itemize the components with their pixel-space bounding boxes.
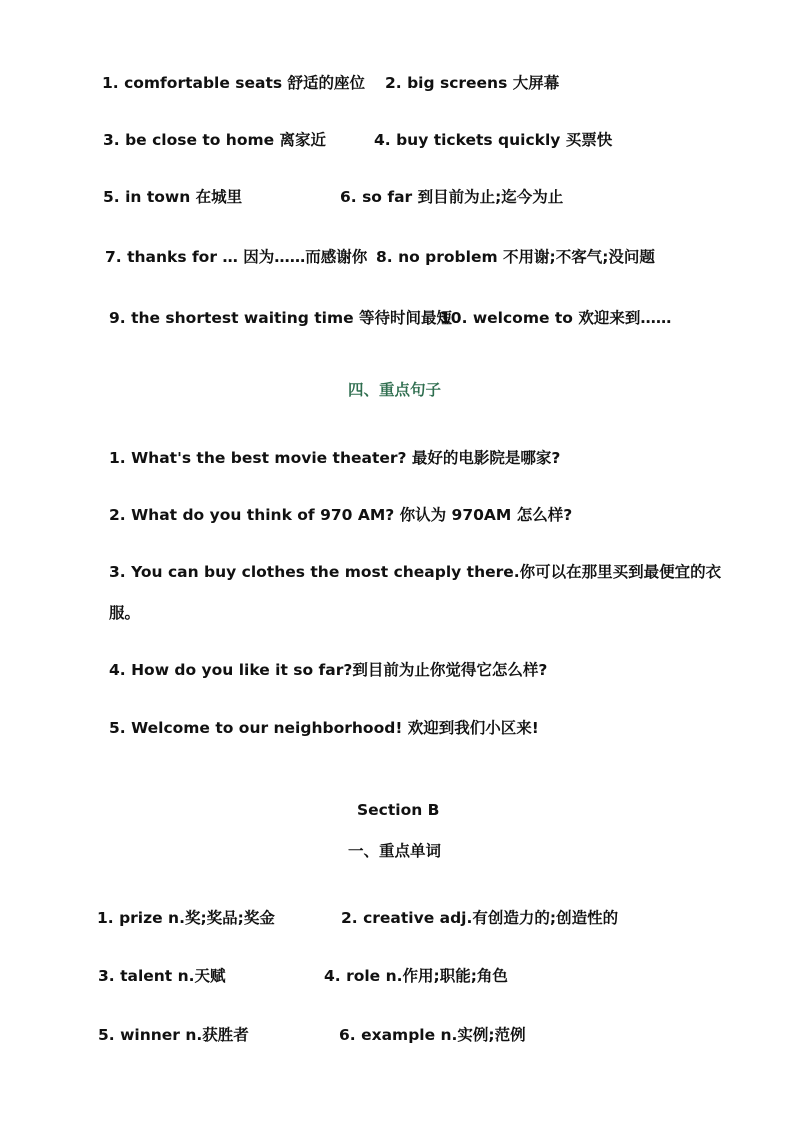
words-heading: 一、重点单词 [348, 842, 442, 860]
word-1: 1. prize n.奖;奖品;奖金 [97, 909, 275, 927]
phrase-3: 3. be close to home 离家近 [103, 131, 327, 149]
section-title: Section B [357, 801, 440, 819]
word-3: 3. talent n.天赋 [98, 967, 226, 985]
word-6: 6. example n.实例;范例 [339, 1026, 526, 1044]
phrase-7: 7. thanks for … 因为……而感谢你 [105, 248, 368, 266]
word-4: 4. role n.作用;职能;角色 [324, 967, 508, 985]
phrase-1: 1. comfortable seats 舒适的座位 [102, 74, 366, 92]
phrase-4: 4. buy tickets quickly 买票快 [374, 131, 613, 149]
sentence-3-line-2: 服。 [109, 604, 141, 622]
sentence-1: 1. What's the best movie theater? 最好的电影院是哪家? [109, 449, 561, 467]
phrase-2: 2. big screens 大屏幕 [385, 74, 560, 92]
word-2: 2. creative adj.有创造力的;创造性的 [341, 909, 619, 927]
sentence-3-line-1: 3. You can buy clothes the most cheaply there.你可以在那里买到最便宜的衣 [109, 563, 722, 581]
phrase-8: 8. no problem 不用谢;不客气;没问题 [376, 248, 655, 266]
phrase-5: 5. in town 在城里 [103, 188, 243, 206]
word-5: 5. winner n.获胜者 [98, 1026, 249, 1044]
sentence-5: 5. Welcome to our neighborhood! 欢迎到我们小区来! [109, 719, 539, 737]
sentences-heading: 四、重点句子 [348, 381, 442, 399]
phrase-9: 9. the shortest waiting time 等待时间最短 [109, 309, 453, 327]
sentence-2: 2. What do you think of 970 AM? 你认为 970AM 怎么样? [109, 506, 573, 524]
phrase-6: 6. so far 到目前为止;迄今为止 [340, 188, 564, 206]
phrase-10: 10. welcome to 欢迎来到…… [440, 309, 672, 327]
sentence-4: 4. How do you like it so far?到目前为止你觉得它怎么样? [109, 661, 548, 679]
